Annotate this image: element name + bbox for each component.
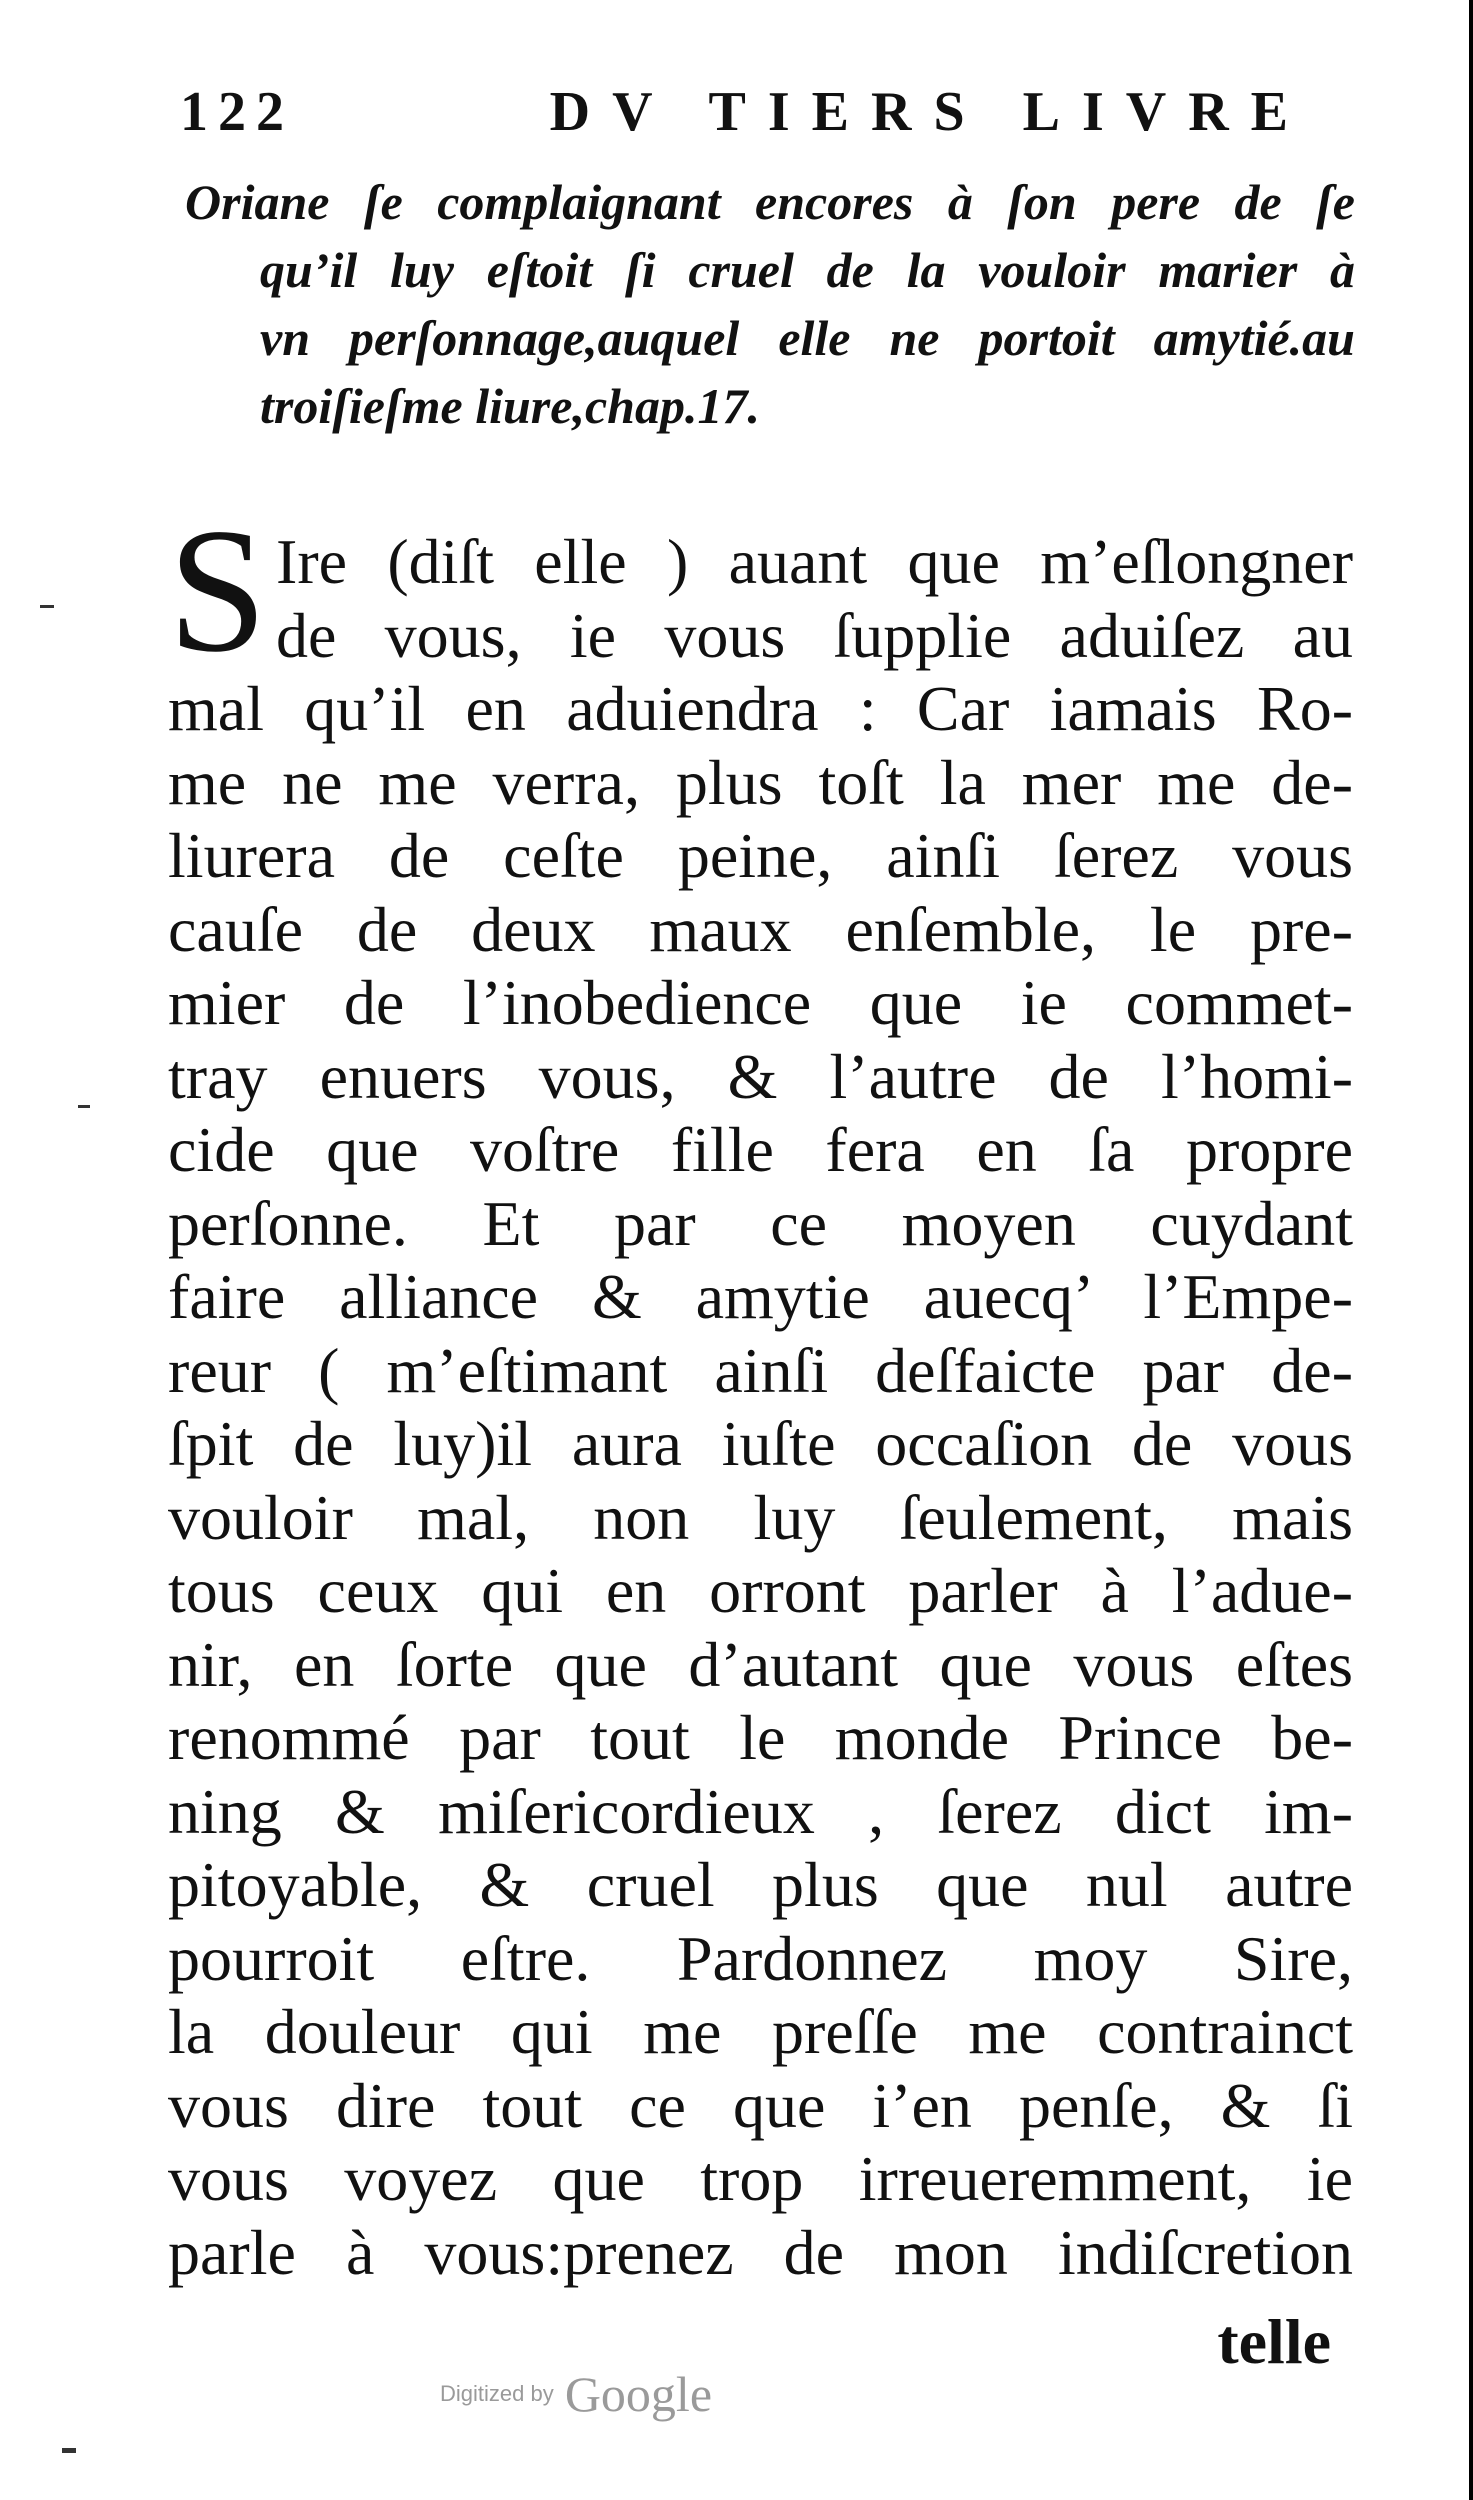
margin-mark [62,2448,76,2453]
text-line: pourroit eſtre. Pardonnez moy Sire, [168,1922,1353,1994]
chapter-summary [185,168,1355,440]
margin-mark [40,605,54,608]
text-line: tray enuers vous, & l’autre de l’homi- [168,1040,1353,1112]
summary-line: Oriane ſe complaignant encores à ſon pere de ſe [185,174,1355,230]
google-logo: Google [564,2366,713,2422]
text-line: nir, en ſorte que d’autant que vous eſtes [168,1628,1353,1700]
page-header [180,80,1310,150]
text-line: ning & miſericordieux , ſerez dict im- [168,1775,1353,1847]
page-number: 122 [180,81,294,143]
text-line: vouloir mal, non luy ſeulement, mais [168,1481,1353,1553]
text-line: perſonne. Et par ce moyen cuydant [168,1187,1353,1259]
text-line: cauſe de deux maux enſemble, le pre- [168,893,1353,965]
text-line: parle à vous:prenez de mon indiſcretion [168,2216,1353,2288]
text-line: reur ( m’eſtimant ainſi deſfaicte par de- [168,1334,1353,1406]
text-line: vous dire tout ce que i’en penſe, & ſi [168,2069,1353,2141]
drop-capital: S [168,491,267,689]
catchword: telle [1217,2306,1331,2377]
text-line: de vous, ie vous ſupplie aduiſez au [276,599,1353,671]
text-line: pitoyable, & cruel plus que nul autre [168,1849,1353,1920]
text-line: mier de l’inobedience que ie commet- [168,967,1353,1038]
summary-line: vn perſonnage,auquel elle ne portoit amytié.au [260,310,1355,366]
margin-mark [78,1105,90,1108]
body-text [168,525,1353,2289]
page-edge-shadow [1469,0,1473,2500]
text-line: la douleur qui me preſſe me contrainct [168,1996,1353,2067]
text-line: renommé par tout le monde Prince be- [168,1702,1353,1773]
text-line: me ne me verra, plus toſt la mer me de- [168,746,1353,818]
text-line: tous ceux qui en orront parler à l’adue- [168,1555,1353,1626]
text-line: cide que voſtre fille fera en ſa propre [168,1114,1353,1185]
digitization-watermark [440,2365,712,2423]
watermark-prefix: Digitized by [440,2381,554,2406]
text-line: faire alliance & amytie auecq’ l’Empe- [168,1261,1353,1332]
summary-line: troiſieſme liure,chap.17. [260,378,760,434]
text-line: Ire (diſt elle ) auant que m’eſlongner [276,526,1353,597]
running-title: DV TIERS LIVRE [549,81,1310,143]
text-line: mal qu’il en aduiendra : Car iamais Ro- [168,673,1353,744]
summary-line: qu’il luy eſtoit ſi cruel de la vouloir marier à [260,242,1355,298]
text-line: vous voyez que trop irreueremment, ie [168,2143,1353,2214]
text-line: ſpit de luy)il aura iuſte occaſion de vous [168,1408,1353,1479]
text-line: liurera de ceſte peine, ainſi ſerez vous [168,820,1353,891]
